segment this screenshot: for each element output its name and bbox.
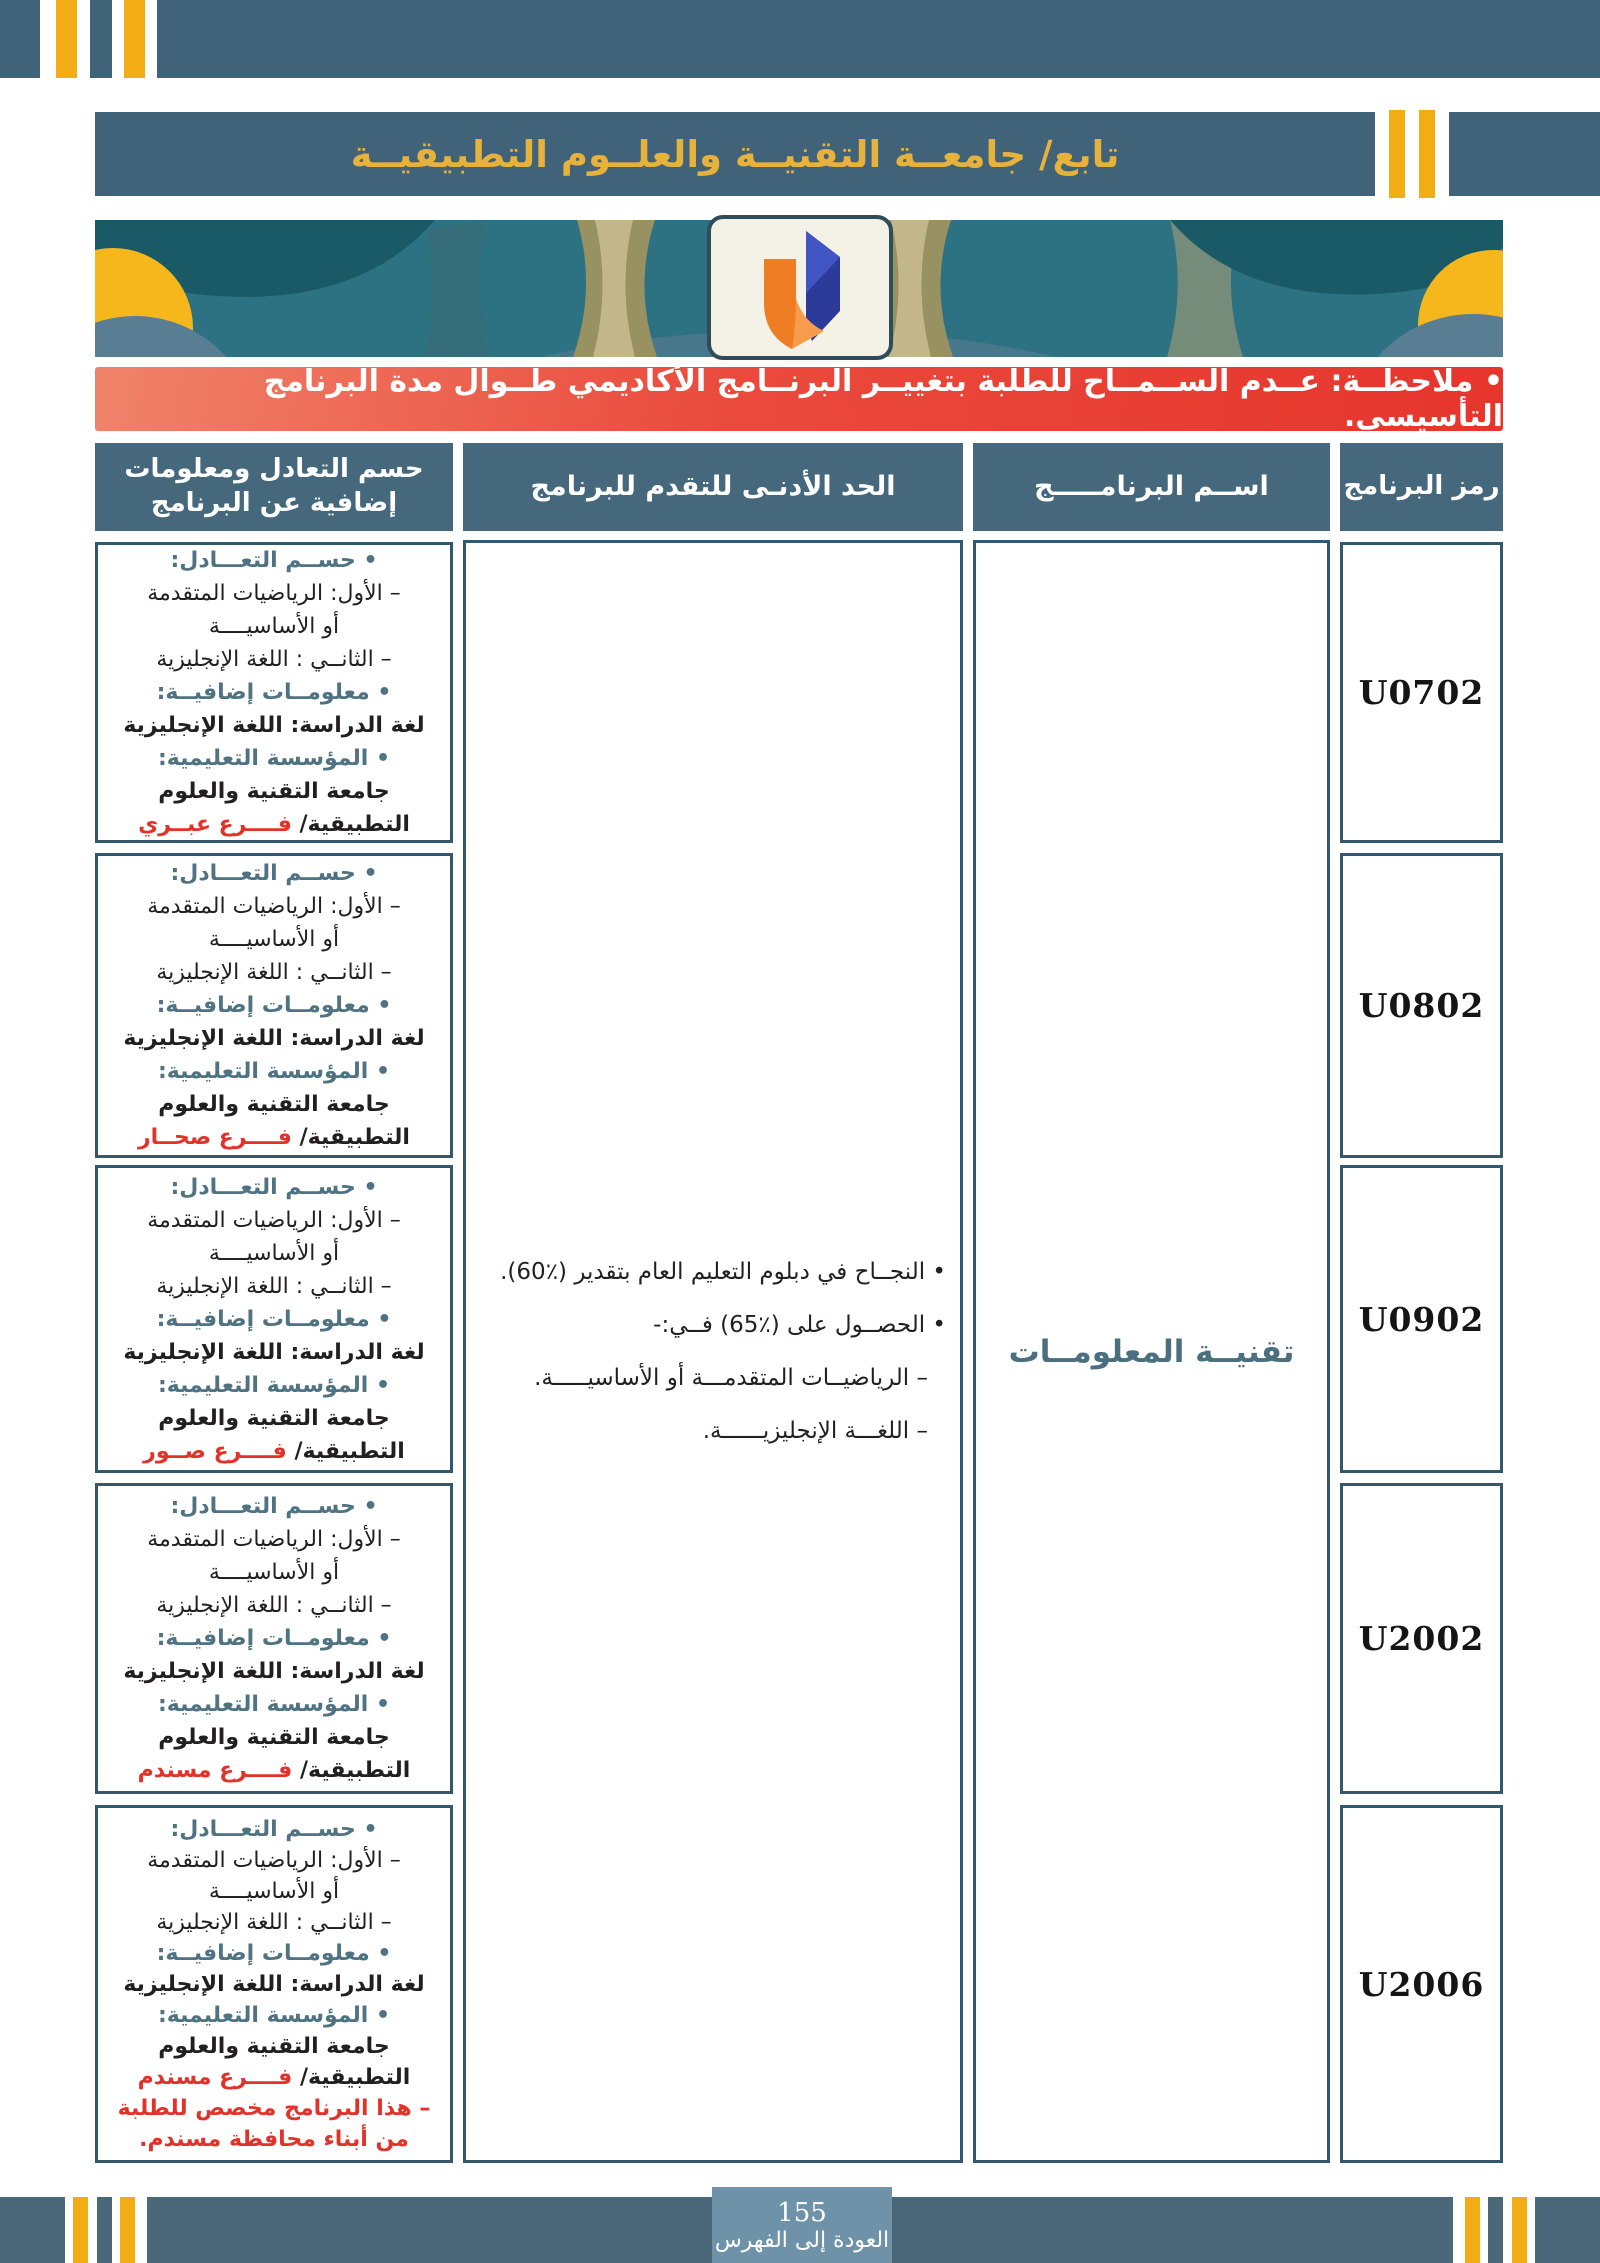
- tiebreak-info-cell: • حســم التعـــادل: – الأول: الرياضيات المتقدمة أو الأساسيــــة – الثانــي : اللغة الإنجليزية • معلومــات إضافيــة: لغة الدراسة: اللغة الإنجليزية • المؤسسة التعليمية: جامعة التقنية والعلوم التطبيقية/ فــــرع صحــار: [95, 853, 453, 1158]
- yellow-bar: [73, 2197, 88, 2263]
- teal-bar: [0, 0, 40, 78]
- header-program-code: رمز البرنامج: [1340, 443, 1503, 531]
- header-min-requirement: الحد الأدنـى للتقدم للبرنامج: [463, 443, 963, 531]
- program-code: U2002: [1358, 1619, 1485, 1658]
- min-requirements-cell: [463, 540, 963, 2163]
- page-number: 155: [777, 2197, 827, 2228]
- footer-tab: [712, 2187, 892, 2263]
- program-code-cell: [1340, 1483, 1503, 1794]
- teal-bar: [90, 0, 112, 78]
- yellow-bar: [120, 2197, 135, 2263]
- teal-bar: [1488, 2197, 1503, 2263]
- yellow-bar: [124, 0, 145, 78]
- program-code-cell: [1340, 1805, 1503, 2163]
- program-code: U0902: [1358, 1299, 1485, 1339]
- header-program-name: اســم البرنامـــــج: [973, 443, 1330, 531]
- teal-bar: [157, 0, 1600, 78]
- yellow-bar: [1465, 2197, 1480, 2263]
- page-title: تابع/ جامعــة التقنيــة والعلــوم التطبيقيــة: [350, 132, 1120, 176]
- yellow-bar: [1419, 110, 1435, 198]
- note-text: • ملاحظــة: عــدم الســمــاح للطلبة بتغييــر البرنــامج الأكاديمي طــوال مدة البرنامج التأسيسي.: [263, 364, 1503, 434]
- teal-bar: [0, 2197, 65, 2263]
- tiebreak-info-cell: • حســم التعـــادل: – الأول: الرياضيات المتقدمة أو الأساسيــــة – الثانــي : اللغة الإنجليزية • معلومــات إضافيــة: لغة الدراسة: اللغة الإنجليزية • المؤسسة التعليمية: جامعة التقنية والعلوم التطبيقية/ فــــرع عبــري: [95, 542, 453, 843]
- teal-bar: [1449, 112, 1600, 196]
- yellow-bar: [56, 0, 77, 78]
- teal-bar: [97, 2197, 112, 2263]
- min-requirements-text: • النجــاح في دبلوم التعليم العام بتقدير (٪60). • الحصــول على (٪65) فــي:- – الرياضيــات المتقدمـــة أو الأساسيـــــة. – اللغـــة الإنجليزيــــــة.: [500, 1258, 946, 1444]
- page-header-band: [95, 112, 1375, 196]
- program-code-cell: [1340, 853, 1503, 1158]
- logo-card: [707, 215, 893, 360]
- program-name-cell: [973, 540, 1330, 2163]
- program-name: تقنيــة المعلومــات: [1008, 1333, 1295, 1370]
- program-code-cell: [1340, 542, 1503, 843]
- tiebreak-info-cell: • حســم التعـــادل: – الأول: الرياضيات المتقدمة أو الأساسيــــة – الثانــي : اللغة الإنجليزية • معلومــات إضافيــة: لغة الدراسة: اللغة الإنجليزية • المؤسسة التعليمية: جامعة التقنية والعلوم التطبيقية/ فــــرع مسندم – هذا البرنامج مخصص للطلبة من أبناء محافظة مسندم.: [95, 1805, 453, 2163]
- program-code: U2006: [1358, 1964, 1485, 2004]
- header-tiebreak-info: حسم التعادل ومعلومات إضافية عن البرنامج: [95, 443, 453, 531]
- utas-logo-icon: [754, 227, 846, 349]
- program-code-cell: [1340, 1165, 1503, 1473]
- yellow-bar: [1389, 110, 1405, 198]
- program-code: U0802: [1358, 986, 1485, 1025]
- program-code: U0702: [1358, 673, 1485, 712]
- back-to-index-link[interactable]: العودة إلى الفهرس: [714, 2227, 890, 2253]
- tiebreak-info-cell: • حســم التعـــادل: – الأول: الرياضيات المتقدمة أو الأساسيــــة – الثانــي : اللغة الإنجليزية • معلومــات إضافيــة: لغة الدراسة: اللغة الإنجليزية • المؤسسة التعليمية: جامعة التقنية والعلوم التطبيقية/ فــــرع مسندم: [95, 1483, 453, 1794]
- tiebreak-info-cell: • حســم التعـــادل: – الأول: الرياضيات المتقدمة أو الأساسيــــة – الثانــي : اللغة الإنجليزية • معلومــات إضافيــة: لغة الدراسة: اللغة الإنجليزية • المؤسسة التعليمية: جامعة التقنية والعلوم التطبيقية/ فــــرع صــور: [95, 1165, 453, 1473]
- note-bar: [95, 364, 1503, 434]
- yellow-bar: [1512, 2197, 1527, 2263]
- teal-bar: [1535, 2197, 1600, 2263]
